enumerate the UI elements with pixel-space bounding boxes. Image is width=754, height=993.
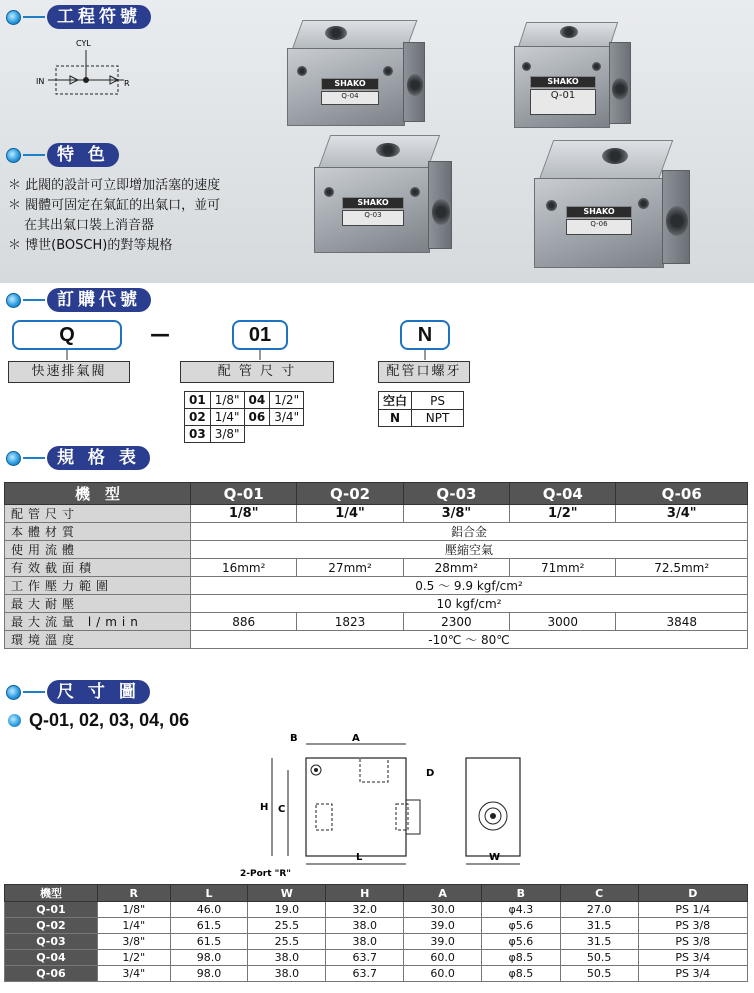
- order-dash: —: [150, 322, 170, 346]
- section-title: 特 色: [47, 143, 119, 167]
- order-code-series: Q: [12, 320, 122, 350]
- feature-item: ＊ 閥體可固定在氣缸的出氣口，並可: [8, 198, 221, 213]
- section-header-symbol: [6, 5, 151, 29]
- product-photo-q04: SHAKO Q-04: [287, 20, 427, 130]
- table-row: 有效截面積 16mm² 27mm² 28mm² 71mm² 72.5mm²: [5, 559, 748, 577]
- feature-item: 在其出氣口裝上消音器: [24, 218, 155, 233]
- table-row: Q-03 3/8" 61.5 25.5 38.0 39.0 φ5.6 31.5 PS 3/8: [5, 934, 748, 950]
- table-row: 01 1/8" 04 1/2": [185, 392, 304, 409]
- table-row: 空白 PS: [379, 392, 464, 410]
- svg-text:H: H: [260, 802, 269, 813]
- feature-item: ＊ 博世(BOSCH)的對等規格: [8, 238, 173, 253]
- section-title: 訂購代號: [47, 288, 151, 312]
- bullet-dot-icon: [8, 714, 21, 727]
- section-title: 尺 寸 圖: [47, 680, 150, 704]
- feature-item: ＊ 此閥的設計可立即增加活塞的速度: [8, 178, 221, 193]
- section-title: 工程符號: [47, 5, 151, 29]
- cyl-label: CYL: [76, 39, 91, 48]
- section-header-spec: [6, 446, 150, 470]
- table-row: 02 1/4" 06 3/4": [185, 409, 304, 426]
- dims-subtitle: Q-01, 02, 03, 04, 06: [8, 710, 189, 731]
- order-code-port: 01: [232, 320, 288, 350]
- order-label-port: 配 管 尺 寸: [180, 361, 334, 383]
- table-row: 本體材質 鋁合金: [5, 523, 748, 541]
- order-code-thread: N: [400, 320, 450, 350]
- svg-text:D: D: [426, 768, 435, 779]
- order-label-thread: 配管口螺牙: [378, 361, 470, 383]
- in-label: IN: [36, 77, 45, 86]
- svg-text:2-Port "R": 2-Port "R": [240, 869, 291, 879]
- thread-table: [378, 391, 464, 427]
- table-row: 環境溫度 -10℃ ～ 80℃: [5, 631, 748, 649]
- table-row: 工作壓力範圍 0.5 ～ 9.9 kgf/cm²: [5, 577, 748, 595]
- section-title: 規 格 表: [47, 446, 150, 470]
- table-row: Q-06 3/4" 98.0 38.0 63.7 60.0 φ8.5 50.5 PS 3/4: [5, 966, 748, 982]
- table-row: 最大流量 l/min 886 1823 2300 3000 3848: [5, 613, 748, 631]
- product-photo-q03: SHAKO Q-03: [314, 135, 454, 260]
- table-row: N NPT: [379, 410, 464, 427]
- svg-text:A: A: [352, 733, 360, 744]
- order-label-series: 快速排氣閥: [8, 361, 130, 383]
- table-row: Q-01 1/8" 46.0 19.0 32.0 30.0 φ4.3 27.0 PS 1/4: [5, 902, 748, 918]
- spec-table: [4, 482, 748, 649]
- table-row: 使用流體 壓縮空氣: [5, 541, 748, 559]
- feature-list: [8, 176, 220, 256]
- product-photo-q01: SHAKO Q-01: [514, 22, 634, 132]
- svg-text:L: L: [356, 852, 363, 863]
- svg-text:B: B: [290, 733, 298, 744]
- table-row: Q-04 1/2" 98.0 38.0 63.7 60.0 φ8.5 50.5 PS 3/4: [5, 950, 748, 966]
- bullet-dot-icon: [6, 685, 21, 700]
- table-row: 最大耐壓 10 kgf/cm²: [5, 595, 748, 613]
- section-header-order: [6, 288, 151, 312]
- table-row: 03 3/8": [185, 426, 304, 443]
- bullet-dot-icon: [6, 10, 21, 25]
- svg-text:W: W: [489, 852, 501, 863]
- r-label: R: [124, 79, 130, 88]
- section-header-dims: [6, 680, 150, 704]
- table-row: Q-02 1/4" 61.5 25.5 38.0 39.0 φ5.6 31.5 PS 3/8: [5, 918, 748, 934]
- section-header-features: [6, 143, 119, 167]
- table-header-row: 機型 R L W H A B C D: [5, 885, 748, 902]
- bullet-dot-icon: [6, 451, 21, 466]
- product-photo-q06: SHAKO Q-06: [534, 140, 694, 275]
- svg-text:C: C: [278, 804, 286, 815]
- port-size-table: [184, 391, 304, 443]
- table-row: 配管尺寸 1/8" 1/4" 3/8" 1/2" 3/4": [5, 505, 748, 523]
- bullet-dot-icon: [6, 148, 21, 163]
- table-header-row: 機 型 Q-01 Q-02 Q-03 Q-04 Q-06: [5, 483, 748, 505]
- dimension-drawing: [230, 730, 540, 880]
- bullet-dot-icon: [6, 293, 21, 308]
- valve-symbol-diagram: [32, 36, 142, 106]
- dimension-table: [4, 884, 748, 982]
